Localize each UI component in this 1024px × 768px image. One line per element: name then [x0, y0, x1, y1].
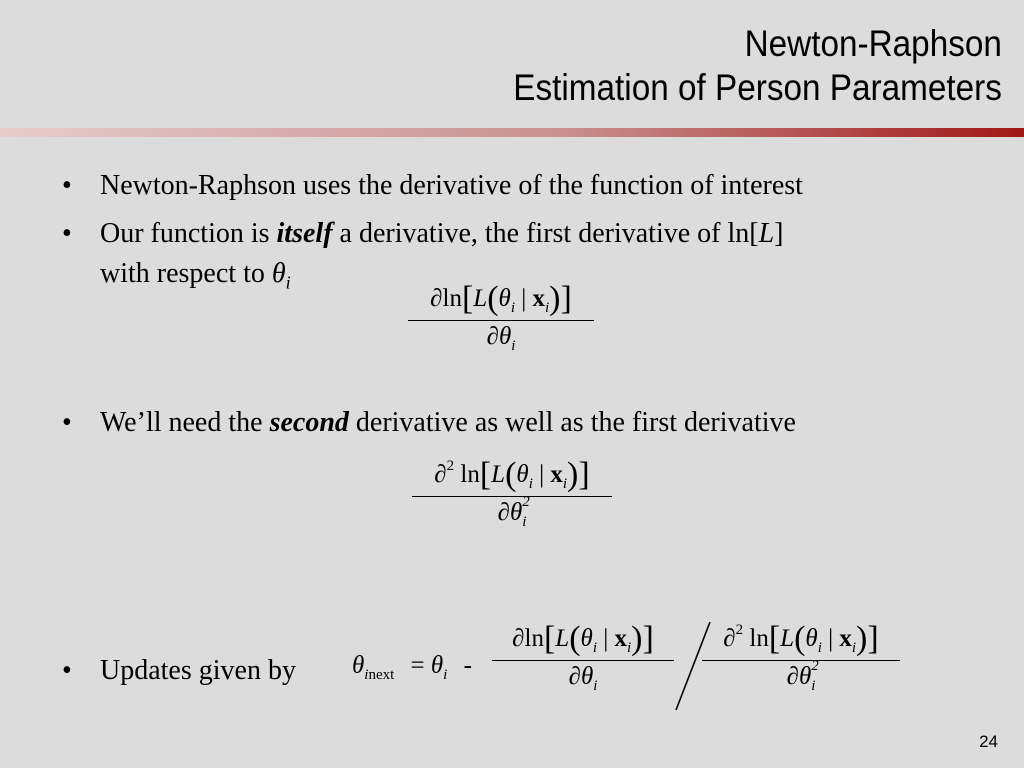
title-line-2: Estimation of Person Parameters [513, 67, 1002, 108]
bullet-dot: • [62, 655, 72, 686]
title-line-1: Newton-Raphson [744, 23, 1002, 64]
update-numerator-fraction: $\partial\ln[L(\theta_i$ | $x_i$)] $\partial\theta_i$ [492, 620, 674, 695]
slide-title [513, 22, 1002, 110]
bullet-dot: • [62, 170, 72, 201]
page-number: 24 [979, 732, 998, 751]
bullet-4-text: Updates given by [100, 655, 296, 686]
bullet-3-text: We’ll need the second derivative as well as the first derivative [100, 407, 796, 438]
bullet-1-text: Newton-Raphson uses the derivative of the function of interest [100, 170, 803, 201]
bullet-dot: • [62, 218, 72, 249]
first-derivative-equation: $\partial\ln[L(\theta_i$ | $x_i$)] $\partial\theta_i$ [408, 280, 594, 355]
update-denominator-fraction: ∂$^2$ $\ln[L(\theta_i$ | $x_i$)] ∂θ $_{2 i}$ [702, 620, 900, 695]
second-derivative-equation: ∂$^2$ $\ln[L(\theta_i$ | $x_i$)] ∂θ $_{2 i}$ [412, 456, 612, 531]
title-divider [0, 128, 1024, 137]
update-equation-lhs: $\theta_{inext} = \theta_i$ - [352, 652, 472, 683]
bullet-dot: • [62, 407, 72, 438]
bullet-2-text: Our function is itself a derivative, the first derivative of ln[L] with respect to $\theta_i$ [100, 218, 784, 293]
